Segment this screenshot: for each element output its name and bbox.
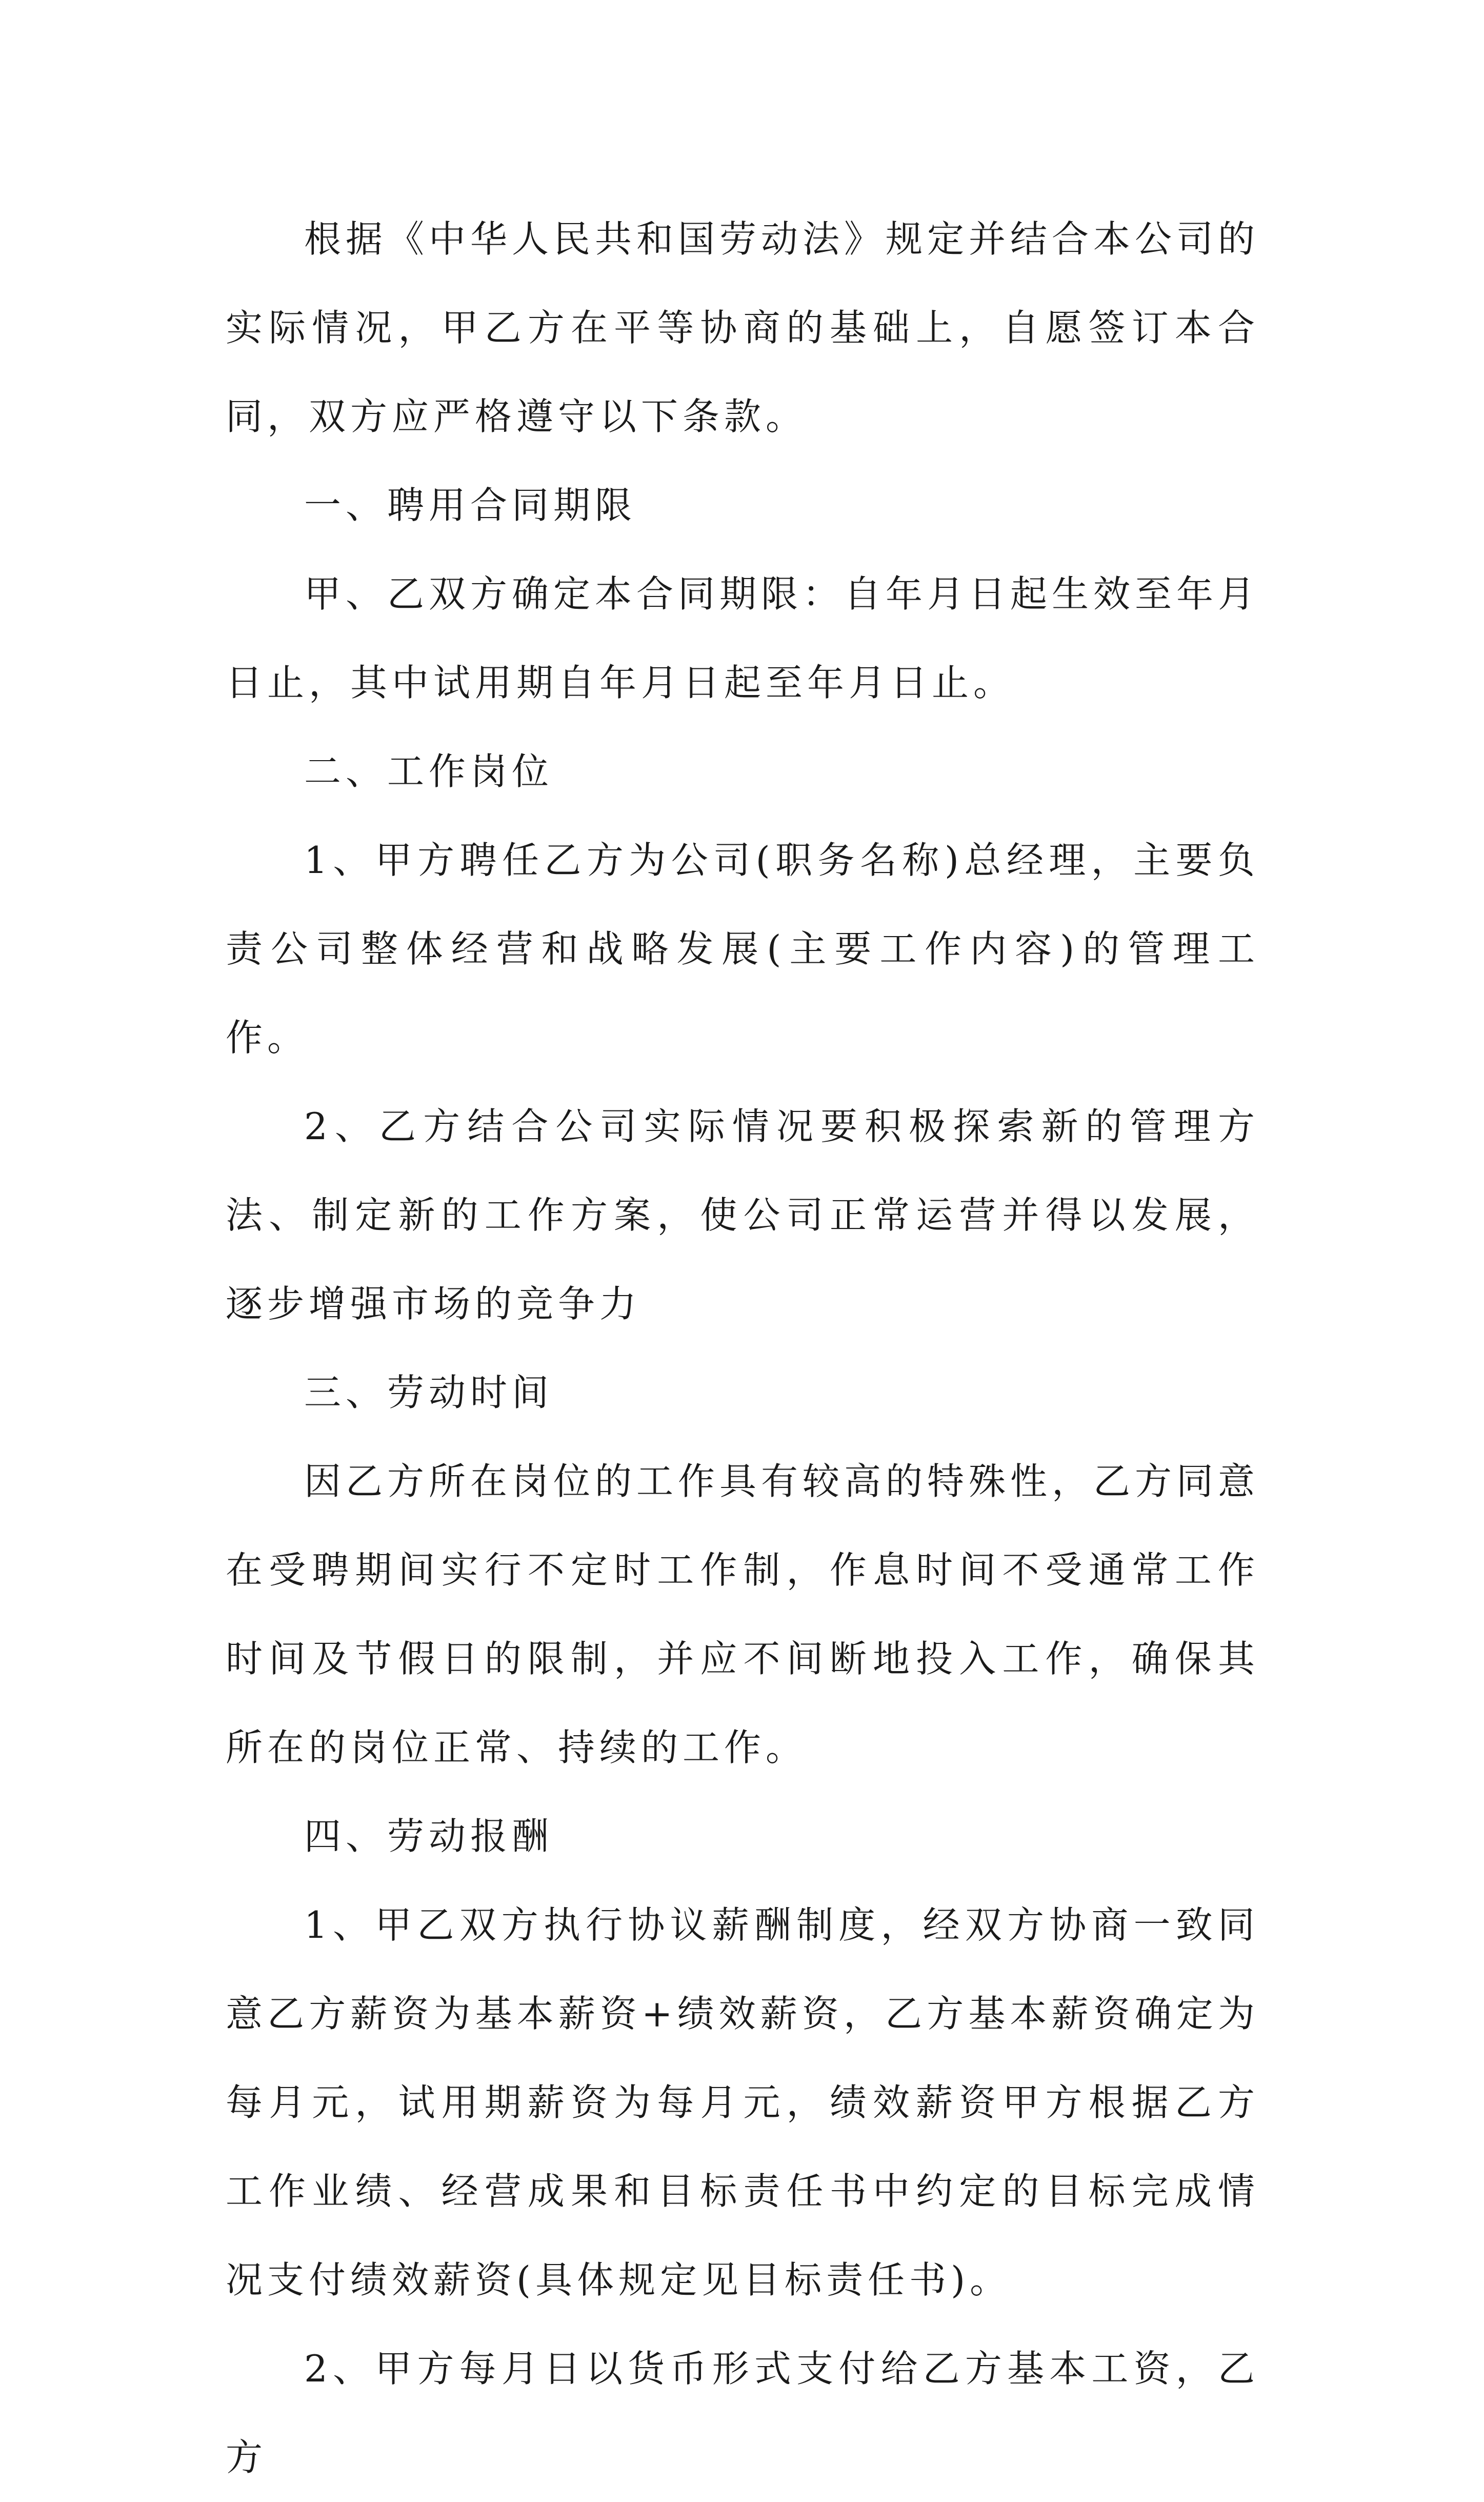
paragraph-working-hours: 因乙方所在岗位的工作具有较高的特殊性，乙方同意在受聘期间实行不定时工作制，作息时间不受通常工作时间及节假日的限制，并应不间断地投入工作，确保其所在的岗位正常、持续的工作。 xyxy=(226,1460,1260,1769)
paragraph-job-position-1: 1、甲方聘任乙方为公司(职务名称)总经理，主要负责公司整体经营和战略发展(主要工作内容)的管理工作。 xyxy=(226,839,1259,1059)
section-heading-contract-term: 一、聘用合同期限 xyxy=(304,484,637,527)
paragraph-preamble: 根据《中华人民共和国劳动法》规定并结合本公司的实际情况，甲乙方在平等协商的基础上，自愿签订本合同，双方应严格遵守以下条款。 xyxy=(226,217,1260,438)
section-heading-job-position: 二、工作岗位 xyxy=(304,750,554,793)
section-heading-remuneration: 四、劳动报酬 xyxy=(304,1815,554,1858)
paragraph-remuneration-2: 2、甲方每月日以货币形式支付给乙方基本工资，乙方 xyxy=(226,2347,1259,2479)
document-body xyxy=(226,195,1259,2502)
paragraph-job-position-2: 2、乙方结合公司实际情况要积极探索新的管理方法、制定新的工作方案，使公司正常运营并得以发展，逐步增强市场的竞争力 xyxy=(226,1105,1259,1325)
section-heading-working-hours: 三、劳动时间 xyxy=(304,1371,554,1414)
paragraph-contract-term: 甲、乙双方确定本合同期限：自年月日起生效至年月日止，其中试用期自年月日起至年月日止。 xyxy=(226,572,1260,704)
paragraph-remuneration-1: 1、甲乙双方执行协议薪酬制度，经双方协商一致同意乙方薪资为基本薪资+绩效薪资，乙方基本薪资确定为每月元，试用期薪资为每月元，绩效薪资甲方根据乙方工作业绩、经营成果和目标责任书中约定的目标完成情况支付绩效薪资(具体规定见目标责任书)。 xyxy=(226,1903,1259,2301)
